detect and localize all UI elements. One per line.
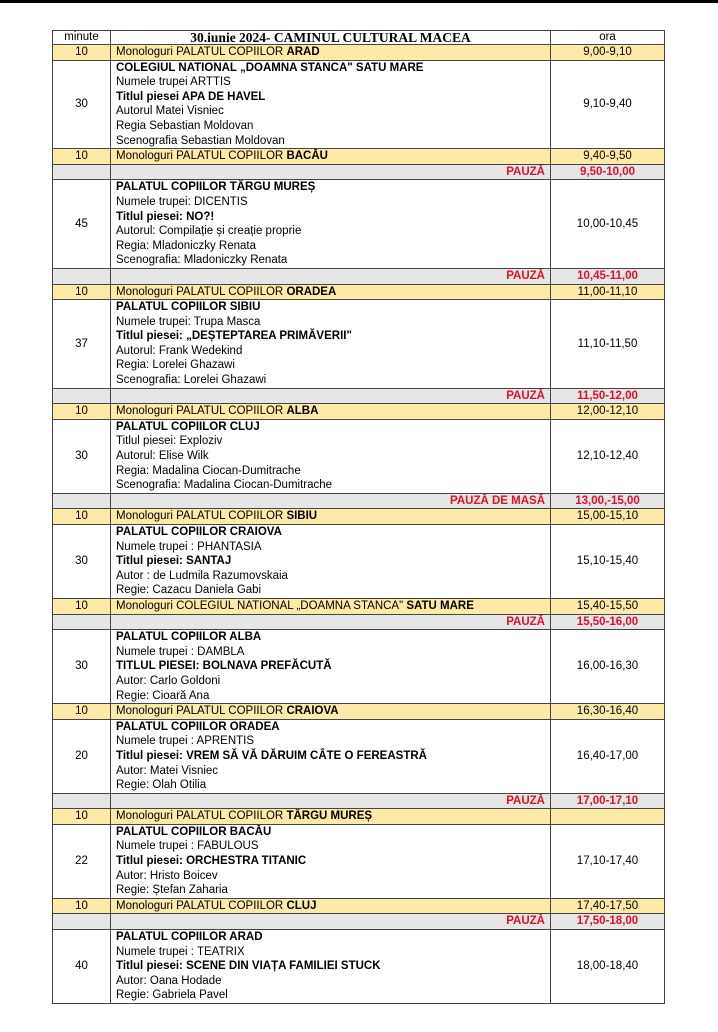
play-detail-line: Scenografia Sebastian Moldovan <box>116 134 285 147</box>
pause-label: PAUZĂ <box>111 388 551 404</box>
row-time: 17,00-17,10 <box>551 793 665 809</box>
monologue-city: ORADEA <box>286 285 337 298</box>
monologue-city: CLUJ <box>286 899 317 912</box>
monologue-label: Monologuri PALATUL COPIILOR <box>116 705 287 718</box>
monologue-label: Monologuri PALATUL COPIILOR <box>116 510 287 523</box>
play-detail-line: Regia Sebastian Moldovan <box>116 119 254 132</box>
play-row <box>53 824 665 898</box>
play-detail-line: Autor: Hristo Boicev <box>116 869 218 882</box>
play-detail-line: Autor: Oana Hodade <box>116 974 222 987</box>
play-detail-line: Regie: Olah Otilia <box>116 779 207 792</box>
monologue-cell <box>111 404 551 420</box>
pause-label: PAUZĂ <box>111 164 551 180</box>
row-time: 15,00-15,10 <box>551 509 665 525</box>
row-minutes <box>53 268 111 284</box>
play-detail-line: Titlul piesei: ORCHESTRA TITANIC <box>116 855 307 868</box>
schedule-table <box>52 30 665 1004</box>
play-row <box>53 719 665 793</box>
play-detail-line: Autor : de Ludmila Razumovskaia <box>116 569 288 582</box>
monologue-cell <box>111 898 551 914</box>
row-minutes: 30 <box>53 630 111 704</box>
pause-row <box>53 493 665 509</box>
row-time: 16,40-17,00 <box>551 719 665 793</box>
monologue-row <box>53 598 665 614</box>
play-detail-line: Regia: Madalina Ciocan-Dumitrache <box>116 464 301 477</box>
play-row <box>53 930 665 1004</box>
play-row <box>53 300 665 389</box>
row-time <box>551 809 665 825</box>
monologue-cell <box>111 509 551 525</box>
play-detail-line: Numele trupei : APRENTIS <box>116 735 255 748</box>
row-minutes: 10 <box>53 284 111 300</box>
play-details <box>111 930 551 1004</box>
monologue-label: Monologuri PALATUL COPIILOR <box>116 899 287 912</box>
row-time: 11,50-12,00 <box>551 388 665 404</box>
play-row <box>53 525 665 599</box>
row-time: 17,10-17,40 <box>551 824 665 898</box>
monologue-cell <box>111 45 551 61</box>
row-time: 10,00-10,45 <box>551 180 665 269</box>
troupe-institution: PALATUL COPIILOR BACĂU <box>116 825 272 838</box>
row-time: 13,00,-15,00 <box>551 493 665 509</box>
monologue-city: CRAIOVA <box>286 705 339 718</box>
play-detail-line: Scenografia: Madalina Ciocan-Dumitrache <box>116 479 333 492</box>
monologue-label: Monologuri PALATUL COPIILOR <box>116 46 287 58</box>
play-detail-line: Autorul: Frank Wedekind <box>116 344 243 357</box>
play-detail-line: Titlul piesei: „DEȘTEPTAREA PRIMĂVERII" <box>116 330 352 343</box>
monologue-row <box>53 704 665 720</box>
monologue-city: SATU MARE <box>406 599 474 612</box>
play-details <box>111 719 551 793</box>
play-detail-line: Regia: Mladoniczky Renata <box>116 239 256 252</box>
monologue-row <box>53 149 665 165</box>
header-row <box>53 31 665 45</box>
monologue-cell <box>111 704 551 720</box>
pause-row <box>53 614 665 630</box>
monologue-row <box>53 809 665 825</box>
play-detail-line: Titlul piesei: Exploziv <box>116 435 223 448</box>
row-time: 12,10-12,40 <box>551 419 665 493</box>
monologue-row <box>53 898 665 914</box>
play-detail-line: Numele trupei ARTTIS <box>116 76 231 89</box>
play-detail-line: Titlul piesei: NO?! <box>116 210 215 223</box>
play-detail-line: Numele trupei : PHANTASIA <box>116 540 262 553</box>
row-minutes: 10 <box>53 509 111 525</box>
page-title: 30.iunie 2024- CAMINUL CULTURAL MACEA <box>111 31 551 45</box>
troupe-institution: PALATUL COPIILOR ARAD <box>116 931 263 944</box>
row-time: 9,10-9,40 <box>551 60 665 149</box>
play-detail-line: Titlul piesei: SANTAJ <box>116 555 232 568</box>
play-details <box>111 300 551 389</box>
play-detail-line: Autor: Matei Visniec <box>116 764 219 777</box>
troupe-institution: PALATUL COPIILOR ALBA <box>116 631 262 644</box>
row-minutes: 10 <box>53 598 111 614</box>
monologue-label: Monologuri PALATUL COPIILOR <box>116 285 287 298</box>
row-minutes <box>53 164 111 180</box>
header-ora: ora <box>551 31 665 45</box>
row-minutes: 10 <box>53 45 111 61</box>
play-details <box>111 525 551 599</box>
row-minutes <box>53 388 111 404</box>
row-minutes <box>53 914 111 930</box>
row-time: 16,30-16,40 <box>551 704 665 720</box>
play-row <box>53 419 665 493</box>
row-time: 9,40-9,50 <box>551 149 665 165</box>
monologue-city: ALBA <box>286 405 319 418</box>
play-details <box>111 824 551 898</box>
row-time: 15,40-15,50 <box>551 598 665 614</box>
troupe-institution: PALATUL COPIILOR SIBIU <box>116 301 261 314</box>
monologue-row <box>53 45 665 61</box>
monologue-city: BACĂU <box>286 150 328 163</box>
play-detail-line: Autor: Carlo Goldoni <box>116 674 221 687</box>
play-row <box>53 630 665 704</box>
play-detail-line: Regie: Cazacu Daniela Gabi <box>116 584 262 597</box>
monologue-label: Monologuri PALATUL COPIILOR <box>116 810 287 823</box>
pause-row <box>53 164 665 180</box>
play-row <box>53 180 665 269</box>
pause-row <box>53 793 665 809</box>
troupe-institution: PALATUL COPIILOR ORADEA <box>116 720 280 733</box>
play-detail-line: Numele trupei : FABULOUS <box>116 840 259 853</box>
row-minutes: 30 <box>53 525 111 599</box>
row-time: 9,00-9,10 <box>551 45 665 61</box>
monologue-cell <box>111 598 551 614</box>
pause-label: PAUZĂ <box>111 914 551 930</box>
play-detail-line: Regie: Ștefan Zaharia <box>116 884 228 897</box>
play-detail-line: Numele trupei : DAMBLA <box>116 645 245 658</box>
row-time: 18,00-18,40 <box>551 930 665 1004</box>
row-minutes: 37 <box>53 300 111 389</box>
monologue-city: TÂRGU MUREȘ <box>286 810 373 823</box>
row-time: 12,00-12,10 <box>551 404 665 420</box>
monologue-label: Monologuri PALATUL COPIILOR <box>116 405 287 418</box>
row-time: 10,45-11,00 <box>551 268 665 284</box>
troupe-institution: PALATUL COPIILOR CLUJ <box>116 420 260 433</box>
play-detail-line: Titlul piesei: SCENE DIN VIAȚA FAMILIEI STUCK <box>116 960 381 973</box>
pause-label: PAUZĂ <box>111 268 551 284</box>
play-detail-line: Autorul: Compilație și creație proprie <box>116 225 302 238</box>
troupe-institution: PALATUL COPIILOR CRAIOVA <box>116 526 282 538</box>
row-time: 11,00-11,10 <box>551 284 665 300</box>
row-minutes: 10 <box>53 704 111 720</box>
row-time: 17,40-17,50 <box>551 898 665 914</box>
header-minute: minute <box>53 31 111 45</box>
play-details <box>111 630 551 704</box>
troupe-institution: COLEGIUL NATIONAL „DOAMNA STANCA" SATU MARE <box>116 61 424 74</box>
row-minutes <box>53 493 111 509</box>
play-detail-line: Regie: Cioară Ana <box>116 689 210 702</box>
row-minutes: 10 <box>53 809 111 825</box>
play-details <box>111 419 551 493</box>
row-minutes: 30 <box>53 60 111 149</box>
row-time: 15,50-16,00 <box>551 614 665 630</box>
monologue-cell <box>111 284 551 300</box>
row-time: 16,00-16,30 <box>551 630 665 704</box>
pause-row <box>53 268 665 284</box>
monologue-label: Monologuri PALATUL COPIILOR <box>116 150 287 163</box>
row-minutes: 40 <box>53 930 111 1004</box>
play-detail-line: TITLUL PIESEI: BOLNAVA PREFĂCUTĂ <box>116 660 332 673</box>
play-details <box>111 60 551 149</box>
play-detail-line: Scenografia: Mladoniczky Renata <box>116 254 288 267</box>
play-row <box>53 60 665 149</box>
row-minutes <box>53 614 111 630</box>
monologue-cell <box>111 809 551 825</box>
play-detail-line: Autorul Matei Visniec <box>116 105 224 118</box>
play-detail-line: Autorul: Elise Wilk <box>116 450 209 463</box>
play-detail-line: Regie: Gabriela Pavel <box>116 989 228 1002</box>
play-detail-line: Numele trupei: Trupa Masca <box>116 315 261 328</box>
row-minutes: 45 <box>53 180 111 269</box>
monologue-row <box>53 404 665 420</box>
play-detail-line: Numele trupei : TEATRIX <box>116 945 245 958</box>
monologue-row <box>53 509 665 525</box>
play-detail-line: Titlul piesei APA DE HAVEL <box>116 90 266 103</box>
row-time: 11,10-11,50 <box>551 300 665 389</box>
row-minutes: 30 <box>53 419 111 493</box>
play-detail-line: Numele trupei: DICENTIS <box>116 195 248 208</box>
pause-row <box>53 914 665 930</box>
row-time: 15,10-15,40 <box>551 525 665 599</box>
play-detail-line: Regia: Lorelei Ghazawi <box>116 359 235 372</box>
row-minutes: 10 <box>53 898 111 914</box>
pause-label: PAUZĂ <box>111 793 551 809</box>
schedule-body <box>53 31 665 1004</box>
row-minutes: 10 <box>53 404 111 420</box>
pause-label: PAUZĂ <box>111 614 551 630</box>
play-detail-line: Scenografia: Lorelei Ghazawi <box>116 374 267 387</box>
row-time: 17,50-18,00 <box>551 914 665 930</box>
pause-row <box>53 388 665 404</box>
row-minutes: 22 <box>53 824 111 898</box>
monologue-cell <box>111 149 551 165</box>
top-border <box>0 0 718 3</box>
monologue-city: ARAD <box>286 46 320 58</box>
monologue-row <box>53 284 665 300</box>
row-minutes: 10 <box>53 149 111 165</box>
play-detail-line: Titlul piesei: VREM SĂ VĂ DĂRUIM CÂTE O FEREASTRĂ <box>116 749 427 762</box>
pause-label: PAUZĂ DE MASĂ <box>111 493 551 509</box>
row-minutes: 20 <box>53 719 111 793</box>
monologue-city: SIBIU <box>286 510 318 523</box>
play-details <box>111 180 551 269</box>
monologue-label: Monologuri COLEGIUL NATIONAL „DOAMNA STANCA" <box>116 599 407 612</box>
row-minutes <box>53 793 111 809</box>
row-time: 9,50-10,00 <box>551 164 665 180</box>
troupe-institution: PALATUL COPIILOR TÂRGU MUREȘ <box>116 181 316 194</box>
